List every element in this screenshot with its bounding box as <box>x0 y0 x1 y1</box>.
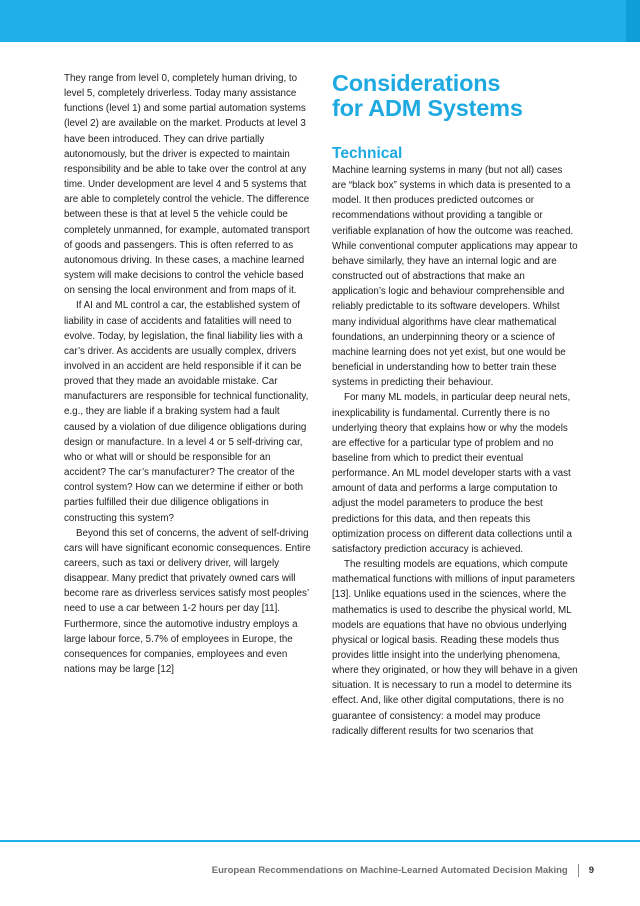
left-column <box>64 71 312 677</box>
header-band <box>0 0 640 42</box>
right-column <box>332 71 578 739</box>
body-paragraph: For many ML models, in particular deep neural nets, inexplicability is fundamental. Currently there is no underlying theory that explains how or why the models are effective for a particular type of problem and no baseline from which to predict their eventual performance. An ML model developer starts with a vast amount of data and performs a large computation to adjust the model parameters to produce the best predictions for this data, and then repeats this optimization process on different data collections until a satisfactory prediction accuracy is achieved. <box>332 392 572 555</box>
body-paragraph: They range from level 0, completely human driving, to level 5, completely driverless. Today many assistance functions (level 1) and some partial automation systems (level 2) are available on the market. Products at level 3 have been introduced. They can drive partially autonomously, but the driver is expected to maintain responsibility and be able to take over the control at any time. Under development are level 4 and 5 systems that are able to completely control the vehicle. The difference between these is that at level 5 the vehicle could be completely unmanned, for example, automated transport of goods and passengers. This is often referred to as autonomous driving. In these cases, a machine learned system will make decisions to control the vehicle based on sensing the local environment and from maps of it. <box>64 73 310 297</box>
footer-separator <box>578 864 579 877</box>
body-paragraph: If AI and ML control a car, the established system of liability in case of accidents and fatalities will need to evolve. Today, by legislation, the final liability lies with a car’s driver. As accidents are usually complex, drivers involved in an accident are held responsible if it can be proved that they made an avoidable mistake. Car manufacturers are responsible for technical functionality, e.g., they are liable if a braking system had a fault caused by a violation of due diligence obligations during design or manufacture. In a level 4 or 5 self-driving car, who or what will or should be responsible for an accident? The car’s manufacturer? The creator of the control system? How can we determine if either or both parties fulfilled their due diligence obligations in constructing this system? <box>64 300 309 524</box>
header-band-edge <box>626 0 640 42</box>
footer-rule <box>0 840 640 842</box>
section-heading-line1: Considerations <box>332 70 501 96</box>
section-heading <box>332 71 578 121</box>
body-paragraph: The resulting models are equations, which compute mathematical functions with millions of input parameters [13]. Unlike equations used in the sciences, where the mathematics is used to describe the physical world, ML models are equations that have no obvious underlying physical or logical basis. Reading these models thus provides little insight into the underlying phenomena, where they originated, or how they will behave in a given situation. It is necessary to run a model to determine its effect. And, like other digital computations, there is no guarantee of consistency: a model may produce radically different results for two scenarios that <box>332 559 578 737</box>
body-paragraph: Machine learning systems in many (but not all) cases are “black box” systems in which data is presented to a model. It then produces predicted outcomes or recommendations without providing a tangible or verifiable explanation of how the outcome was reached. While conventional computer applications may appear to behave similarly, they have an internal logic and are constructed out of abstractions that make an application’s logic and behaviour comprehensible and reliably predictable to its software developers. Whilst many individual algorithms have clear mathematical foundations, an underpinning theory or a science of machine learning does not yet exist, but one would be beneficial in understanding how to better train these systems in predicting their behaviour. <box>332 165 578 389</box>
footer-title: European Recommendations on Machine-Learned Automated Decision Making <box>211 865 568 876</box>
section-heading-line2: for ADM Systems <box>332 95 523 121</box>
page-footer <box>212 864 594 877</box>
body-paragraph: Beyond this set of concerns, the advent of self-driving cars will have significant economic consequences. Entire careers, such as taxi or delivery driver, will largely disappear. Many predict that privately owned cars will become rare as driverless services satisfy most peoples’ need to use a car between 1-2 hours per day [11]. Furthermore, since the automotive industry employs a large labour force, 5.7% of employees in Europe, the consequences for companies, employees and even nations may be large [12] <box>64 527 311 676</box>
page-number: 9 <box>588 865 594 876</box>
subsection-heading: Technical <box>332 145 403 162</box>
